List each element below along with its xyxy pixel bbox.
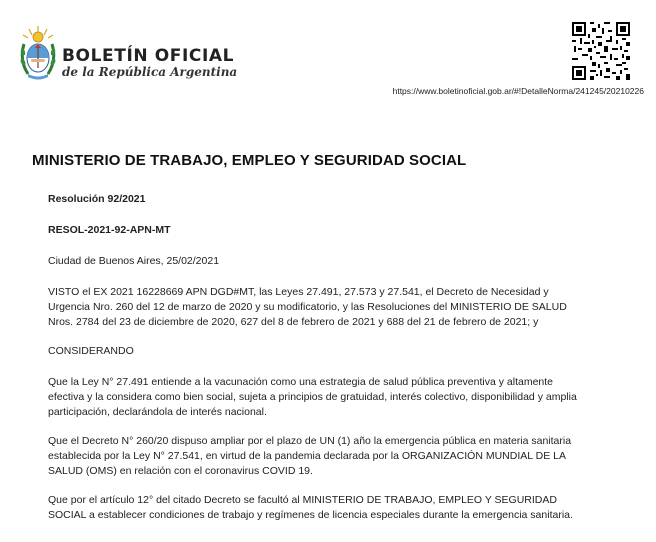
body-paragraph: Que por el artículo 12° del citado Decreto se facultó al MINISTERIO DE TRABAJO, EMPLEO Y SEGURIDAD SOCIAL a establecer condiciones de trabajo y regímenes de licencia especiales durante la emergencia sanitaria. [48,494,573,521]
brand-subtitle: de la República Argentina [62,65,238,79]
qr-code-icon [572,22,630,80]
brand-title: BOLETÍN OFICIAL [62,46,235,66]
resolution-code: RESOL-2021-92-APN-MT [48,224,171,236]
place-and-date: Ciudad de Buenos Aires, 25/02/2021 [48,255,220,267]
document-url: https://www.boletinoficial.gob.ar/#!DetalleNorma/241245/20210226 [392,86,644,96]
page-header [0,0,656,100]
national-coat-of-arms-icon [18,24,58,82]
ministry-heading: MINISTERIO DE TRABAJO, EMPLEO Y SEGURIDAD SOCIAL [32,152,467,169]
considerando-heading: CONSIDERANDO [48,345,134,357]
visto-paragraph: VISTO el EX 2021 16228669 APN DGD#MT, las Leyes 27.491, 27.573 y 27.541, el Decreto de Necesidad y Urgencia Nro. 260 del 12 de marzo de 2020 y su modificatorio, y las Resoluciones del MINISTERIO DE SALUD Nros. 2784 del 23 de diciembre de 2020, 627 del 8 de febrero de 2021 y 688 del 21 de febrero de 2021; y [48,286,567,328]
document-body [48,192,588,537]
resolution-number: Resolución 92/2021 [48,193,146,205]
body-paragraph: Que el Decreto N° 260/20 dispuso ampliar por el plazo de UN (1) año la emergencia pública en materia sanitaria establecida por la Ley N° 27.541, en virtud de la pandemia declarada por la ORGANIZACIÓN MUNDIAL DE LA SALUD (OMS) en relación con el coronavirus COVID 19. [48,435,572,477]
body-paragraph: Que la Ley N° 27.491 entiende a la vacunación como una estrategia de salud pública preventiva y altamente efectiva y la considera como bien social, sujeta a principios de gratuidad, interés colectivo, disponibilidad y amplia participación, declarándola de interés nacional. [48,376,577,418]
